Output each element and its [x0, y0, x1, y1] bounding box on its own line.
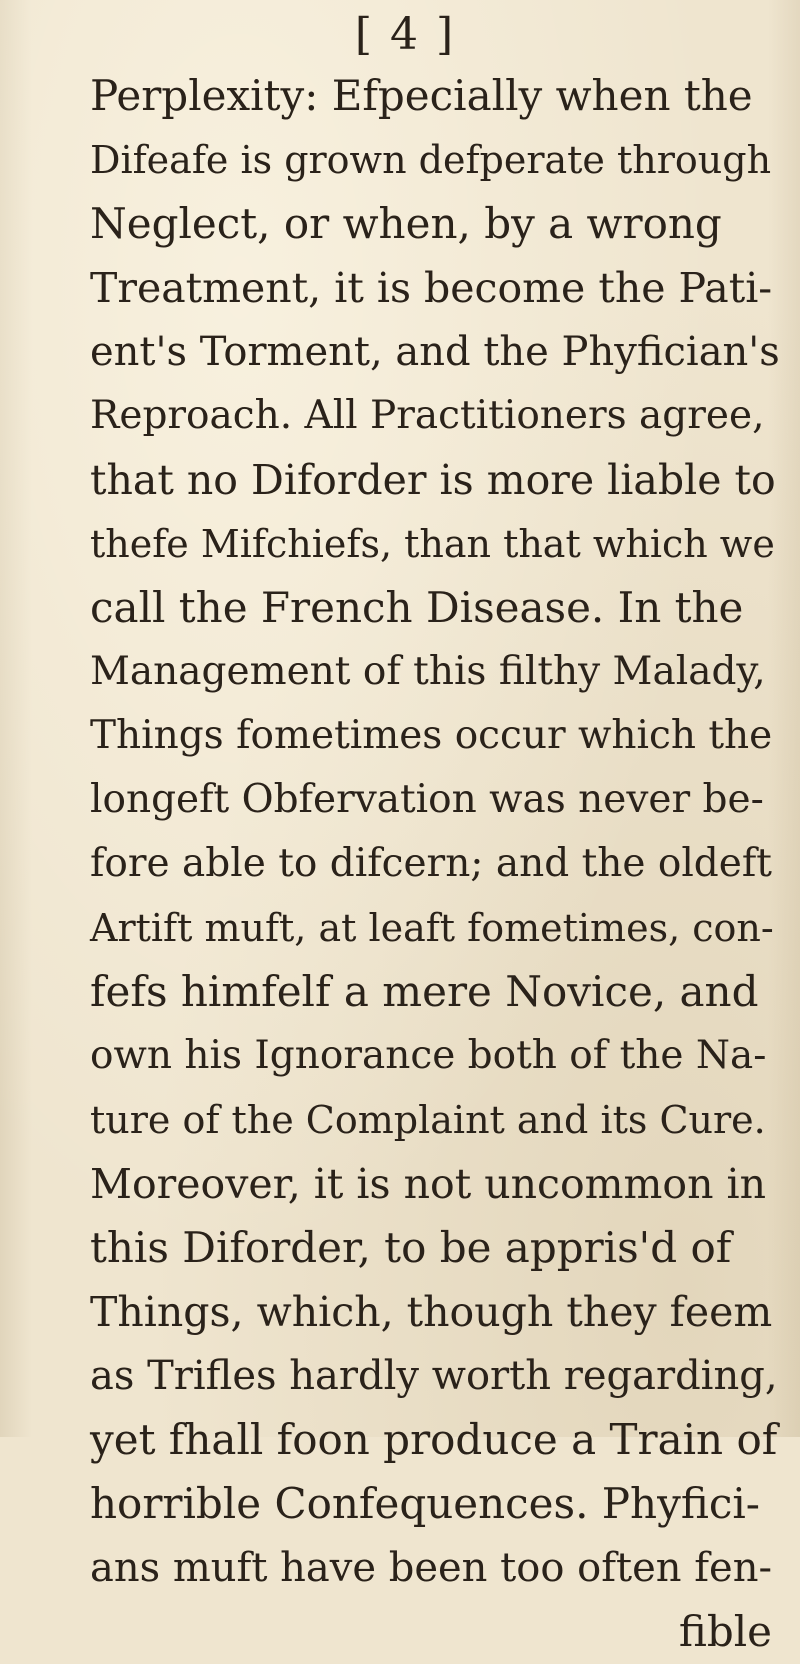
text-line: this Diforder, to be appris'd of	[90, 1223, 732, 1272]
text-line: Things fometimes occur which the	[90, 713, 773, 758]
text-line: as Trifles hardly worth regarding,	[90, 1353, 778, 1399]
text-line: Moreover, it is not uncommon in	[90, 1160, 767, 1208]
text-line: Neglect, or when, by a wrong	[90, 199, 722, 248]
text-line: Artift muft, at leaft fometimes, con-	[90, 906, 774, 950]
text-line: ans muft have been too often fen-	[90, 1545, 772, 1591]
text-line: that no Diforder is more liable to	[90, 456, 776, 504]
text-line: Things, which, though they feem	[90, 1288, 773, 1336]
text-line: ture of the Complaint and its Cure.	[90, 1098, 766, 1142]
text-line: ent's Torment, and the Phyfician's	[90, 329, 780, 375]
text-line: yet fhall foon produce a Train of	[90, 1415, 778, 1464]
text-line: fefs himfelf a mere Novice, and	[90, 967, 759, 1016]
text-line: call the French Disease. In the	[90, 583, 744, 632]
catchword: fible	[678, 1607, 772, 1656]
text-line: Difeafe is grown defperate through	[90, 138, 772, 182]
text-line: Reproach. All Practitioners agree,	[90, 393, 765, 438]
body-text	[90, 64, 790, 1664]
text-line: own his Ignorance both of the Na-	[90, 1033, 767, 1078]
text-line: Management of this filthy Malady,	[90, 649, 766, 694]
page-number-header: [ 4 ]	[354, 9, 456, 60]
text-line: Treatment, it is become the Pati-	[90, 264, 773, 312]
text-line: thefe Mifchiefs, than that which we	[90, 522, 775, 566]
text-line: fore able to difcern; and the oldeft	[90, 841, 772, 886]
text-line: Perplexity: Efpecially when the	[90, 71, 753, 120]
text-line: longeft Obfervation was never be-	[90, 777, 764, 822]
text-line: horrible Confequences. Phyfici-	[90, 1479, 760, 1528]
